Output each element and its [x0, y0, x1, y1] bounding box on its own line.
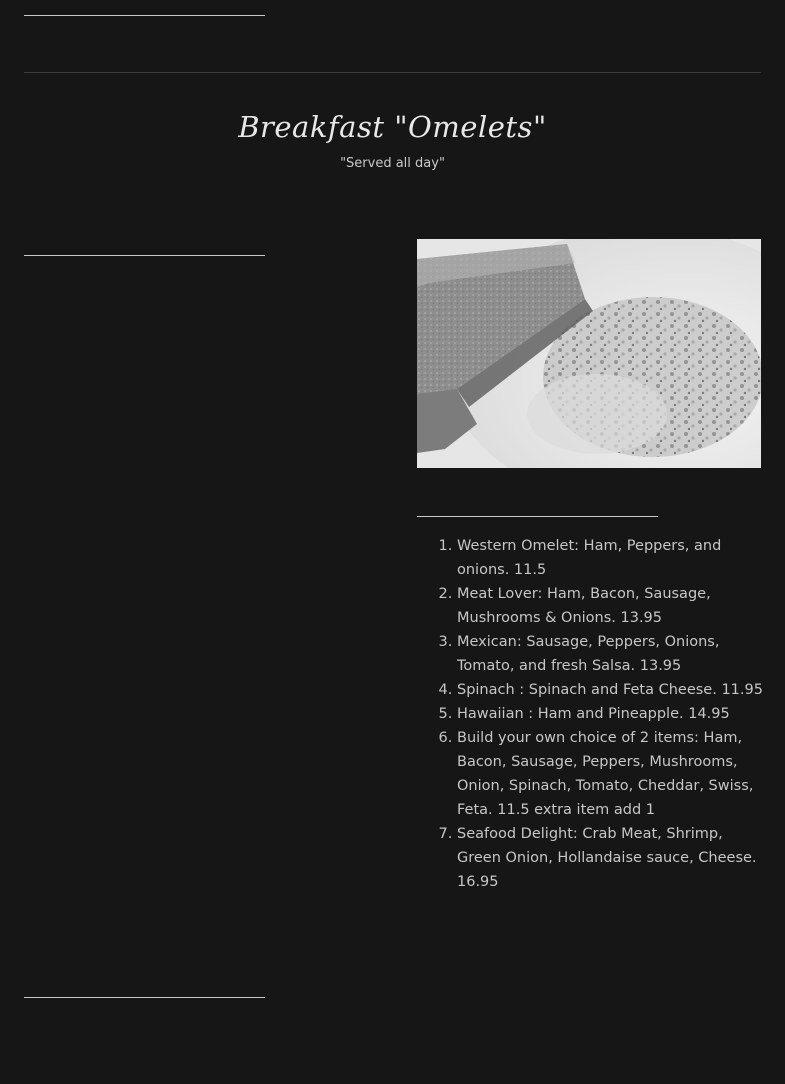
- section-title: Breakfast "Omelets": [238, 110, 547, 144]
- menu-item: 5. Hawaiian : Ham and Pineapple. 14.95: [457, 702, 767, 726]
- omelet-photo: [417, 239, 761, 468]
- menu-item: 4. Spinach : Spinach and Feta Cheese. 11.95: [457, 678, 767, 702]
- divider-left-column: [24, 255, 265, 256]
- divider-right-column: [417, 516, 658, 517]
- section-subtitle: "Served all day": [340, 156, 445, 171]
- menu-item: 7. Seafood Delight: Crab Meat, Shrimp, Green Onion, Hollandaise sauce, Cheese. 16.95: [457, 822, 767, 894]
- divider-top: [24, 15, 265, 16]
- menu-item: 3. Mexican: Sausage, Peppers, Onions, Tomato, and fresh Salsa. 13.95: [457, 630, 767, 678]
- menu-item: 1. Western Omelet: Ham, Peppers, and onions. 11.5: [457, 534, 767, 582]
- menu-item: 6. Build your own choice of 2 items: Ham, Bacon, Sausage, Peppers, Mushrooms, Onion, Spinach, Tomato, Cheddar, Swiss, Feta. 11.5 extra item add 1: [457, 726, 767, 822]
- omelet-menu-list: [417, 534, 767, 894]
- menu-item: 2. Meat Lover: Ham, Bacon, Sausage, Mushrooms & Onions. 13.95: [457, 582, 767, 630]
- divider-bottom: [24, 997, 265, 998]
- omelet-with-toast-photo-icon: [417, 239, 761, 468]
- section-divider: [24, 72, 761, 73]
